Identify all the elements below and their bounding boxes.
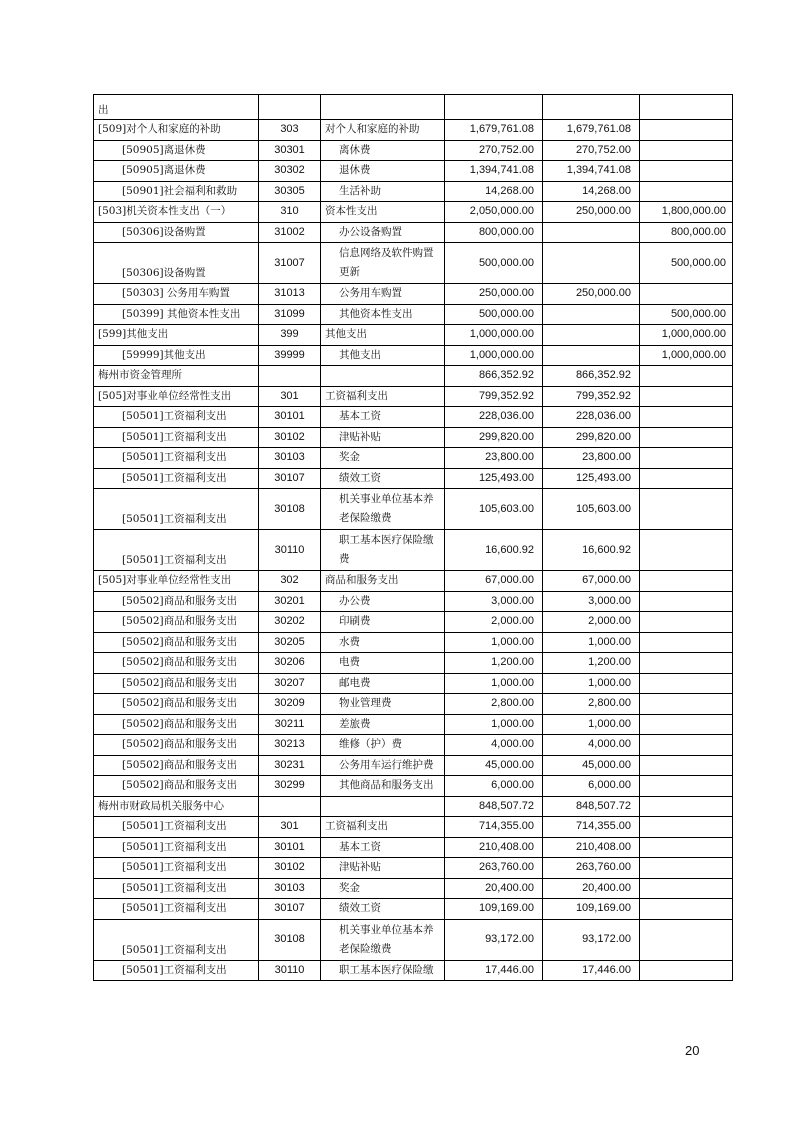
econ-name-cell: 其他商品和服务支出 bbox=[321, 776, 445, 797]
budget-category-cell: [50501]工资福利支出 bbox=[94, 817, 259, 838]
econ-name-cell: 对个人和家庭的补助 bbox=[321, 120, 445, 141]
budget-category-cell: [50306]设备购置 bbox=[94, 222, 259, 243]
basic-expense-cell: 250,000.00 bbox=[543, 284, 640, 305]
project-expense-cell bbox=[640, 468, 733, 489]
budget-category-cell: 梅州市资金管理所 bbox=[94, 366, 259, 387]
econ-name-cell: 公务用车运行维护费 bbox=[321, 755, 445, 776]
total-amount-cell: 1,000,000.00 bbox=[445, 325, 543, 346]
econ-code-cell: 30102 bbox=[259, 427, 321, 448]
econ-name-cell: 物业管理费 bbox=[321, 694, 445, 715]
total-amount-cell: 67,000.00 bbox=[445, 571, 543, 592]
project-expense-cell bbox=[640, 919, 733, 960]
project-expense-cell bbox=[640, 489, 733, 530]
basic-expense-cell: 2,800.00 bbox=[543, 694, 640, 715]
econ-name-cell: 水费 bbox=[321, 632, 445, 653]
econ-code-cell: 30302 bbox=[259, 161, 321, 182]
econ-code-cell: 310 bbox=[259, 202, 321, 223]
econ-code-cell: 30108 bbox=[259, 489, 321, 530]
basic-expense-cell: 23,800.00 bbox=[543, 448, 640, 469]
econ-code-cell: 30205 bbox=[259, 632, 321, 653]
total-amount-cell: 109,169.00 bbox=[445, 899, 543, 920]
econ-code-cell: 30110 bbox=[259, 960, 321, 981]
basic-expense-cell: 93,172.00 bbox=[543, 919, 640, 960]
project-expense-cell: 1,000,000.00 bbox=[640, 345, 733, 366]
econ-code-cell: 30211 bbox=[259, 714, 321, 735]
total-amount-cell: 210,408.00 bbox=[445, 837, 543, 858]
econ-name-cell bbox=[321, 796, 445, 817]
budget-category-cell: [50502]商品和服务支出 bbox=[94, 694, 259, 715]
project-expense-cell bbox=[640, 161, 733, 182]
total-amount-cell: 17,446.00 bbox=[445, 960, 543, 981]
project-expense-cell bbox=[640, 776, 733, 797]
basic-expense-cell: 16,600.92 bbox=[543, 530, 640, 571]
econ-name-cell: 职工基本医疗保险缴费 bbox=[321, 530, 445, 571]
budget-category-cell: [50501]工资福利支出 bbox=[94, 960, 259, 981]
econ-name-cell: 其他支出 bbox=[321, 325, 445, 346]
budget-category-cell: [50502]商品和服务支出 bbox=[94, 735, 259, 756]
project-expense-cell bbox=[640, 878, 733, 899]
econ-code-cell: 30107 bbox=[259, 468, 321, 489]
econ-code-cell: 30231 bbox=[259, 755, 321, 776]
table-row bbox=[94, 222, 733, 243]
project-expense-cell bbox=[640, 694, 733, 715]
budget-category-cell: [503]机关资本性支出（一） bbox=[94, 202, 259, 223]
table-row bbox=[94, 304, 733, 325]
budget-category-cell: [505]对事业单位经常性支出 bbox=[94, 386, 259, 407]
table-row bbox=[94, 960, 733, 981]
total-amount-cell: 263,760.00 bbox=[445, 858, 543, 879]
project-expense-cell bbox=[640, 899, 733, 920]
budget-expenditure-table bbox=[93, 94, 733, 981]
budget-category-cell: [50502]商品和服务支出 bbox=[94, 591, 259, 612]
budget-category-cell: [50502]商品和服务支出 bbox=[94, 714, 259, 735]
econ-name-cell: 办公设备购置 bbox=[321, 222, 445, 243]
budget-category-cell: [50501]工资福利支出 bbox=[94, 427, 259, 448]
project-expense-cell bbox=[640, 858, 733, 879]
table-row bbox=[94, 899, 733, 920]
econ-name-cell: 基本工资 bbox=[321, 837, 445, 858]
econ-name-cell: 机关事业单位基本养老保险缴费 bbox=[321, 919, 445, 960]
basic-expense-cell: 1,679,761.08 bbox=[543, 120, 640, 141]
basic-expense-cell: 1,000.00 bbox=[543, 632, 640, 653]
basic-expense-cell: 270,752.00 bbox=[543, 140, 640, 161]
total-amount-cell: 500,000.00 bbox=[445, 304, 543, 325]
total-amount-cell: 3,000.00 bbox=[445, 591, 543, 612]
project-expense-cell bbox=[640, 427, 733, 448]
table-row bbox=[94, 489, 733, 530]
econ-name-cell: 商品和服务支出 bbox=[321, 571, 445, 592]
budget-category-cell: [50501]工资福利支出 bbox=[94, 407, 259, 428]
project-expense-cell: 500,000.00 bbox=[640, 304, 733, 325]
total-amount-cell: 125,493.00 bbox=[445, 468, 543, 489]
basic-expense-cell: 125,493.00 bbox=[543, 468, 640, 489]
econ-name-cell: 退休费 bbox=[321, 161, 445, 182]
total-amount-cell: 2,000.00 bbox=[445, 612, 543, 633]
basic-expense-cell: 1,000.00 bbox=[543, 673, 640, 694]
project-expense-cell bbox=[640, 386, 733, 407]
econ-name-cell: 印刷费 bbox=[321, 612, 445, 633]
table-row bbox=[94, 612, 733, 633]
econ-name-cell: 公务用车购置 bbox=[321, 284, 445, 305]
basic-expense-cell: 263,760.00 bbox=[543, 858, 640, 879]
budget-category-cell: [50501]工资福利支出 bbox=[94, 837, 259, 858]
econ-name-cell: 信息网络及软件购置更新 bbox=[321, 243, 445, 284]
basic-expense-cell: 45,000.00 bbox=[543, 755, 640, 776]
table-row bbox=[94, 755, 733, 776]
basic-expense-cell: 714,355.00 bbox=[543, 817, 640, 838]
econ-code-cell: 30110 bbox=[259, 530, 321, 571]
econ-code-cell: 31013 bbox=[259, 284, 321, 305]
table-row bbox=[94, 878, 733, 899]
basic-expense-cell: 67,000.00 bbox=[543, 571, 640, 592]
project-expense-cell bbox=[640, 181, 733, 202]
total-amount-cell: 1,000.00 bbox=[445, 632, 543, 653]
econ-code-cell: 30301 bbox=[259, 140, 321, 161]
project-expense-cell: 500,000.00 bbox=[640, 243, 733, 284]
table-row bbox=[94, 571, 733, 592]
econ-name-cell: 绩效工资 bbox=[321, 468, 445, 489]
econ-code-cell: 39999 bbox=[259, 345, 321, 366]
econ-name-cell: 邮电费 bbox=[321, 673, 445, 694]
econ-code-cell bbox=[259, 366, 321, 387]
basic-expense-cell bbox=[543, 345, 640, 366]
table-row bbox=[94, 284, 733, 305]
total-amount-cell: 6,000.00 bbox=[445, 776, 543, 797]
table-row bbox=[94, 694, 733, 715]
project-expense-cell bbox=[640, 735, 733, 756]
econ-code-cell: 31099 bbox=[259, 304, 321, 325]
econ-name-cell: 津贴补贴 bbox=[321, 858, 445, 879]
total-amount-cell: 1,000,000.00 bbox=[445, 345, 543, 366]
budget-category-cell: [505]对事业单位经常性支出 bbox=[94, 571, 259, 592]
table-row bbox=[94, 837, 733, 858]
econ-name-cell bbox=[321, 95, 445, 120]
total-amount-cell: 500,000.00 bbox=[445, 243, 543, 284]
econ-code-cell: 30202 bbox=[259, 612, 321, 633]
econ-code-cell: 303 bbox=[259, 120, 321, 141]
basic-expense-cell: 228,036.00 bbox=[543, 407, 640, 428]
table-row bbox=[94, 243, 733, 284]
project-expense-cell bbox=[640, 653, 733, 674]
total-amount-cell: 1,000.00 bbox=[445, 714, 543, 735]
project-expense-cell bbox=[640, 448, 733, 469]
budget-category-cell: [50905]离退休费 bbox=[94, 140, 259, 161]
total-amount-cell: 2,800.00 bbox=[445, 694, 543, 715]
econ-name-cell bbox=[321, 366, 445, 387]
basic-expense-cell bbox=[543, 222, 640, 243]
econ-name-cell: 职工基本医疗保险缴 bbox=[321, 960, 445, 981]
table-row bbox=[94, 735, 733, 756]
econ-name-cell: 奖金 bbox=[321, 878, 445, 899]
table-row bbox=[94, 120, 733, 141]
table-body bbox=[94, 95, 733, 981]
econ-name-cell: 津贴补贴 bbox=[321, 427, 445, 448]
project-expense-cell bbox=[640, 140, 733, 161]
basic-expense-cell bbox=[543, 304, 640, 325]
total-amount-cell: 299,820.00 bbox=[445, 427, 543, 448]
econ-code-cell: 302 bbox=[259, 571, 321, 592]
table-row bbox=[94, 530, 733, 571]
project-expense-cell: 1,000,000.00 bbox=[640, 325, 733, 346]
econ-code-cell: 301 bbox=[259, 817, 321, 838]
econ-code-cell: 30102 bbox=[259, 858, 321, 879]
budget-table-container bbox=[93, 94, 733, 981]
econ-code-cell: 30206 bbox=[259, 653, 321, 674]
budget-category-cell: [50501]工资福利支出 bbox=[94, 448, 259, 469]
table-row bbox=[94, 345, 733, 366]
total-amount-cell: 2,050,000.00 bbox=[445, 202, 543, 223]
econ-name-cell: 其他支出 bbox=[321, 345, 445, 366]
econ-code-cell: 30101 bbox=[259, 837, 321, 858]
budget-category-cell: [50399] 其他资本性支出 bbox=[94, 304, 259, 325]
econ-name-cell: 其他资本性支出 bbox=[321, 304, 445, 325]
project-expense-cell bbox=[640, 837, 733, 858]
budget-category-cell: [50303] 公务用车购置 bbox=[94, 284, 259, 305]
basic-expense-cell: 1,200.00 bbox=[543, 653, 640, 674]
table-row bbox=[94, 858, 733, 879]
basic-expense-cell: 20,400.00 bbox=[543, 878, 640, 899]
table-row bbox=[94, 366, 733, 387]
total-amount-cell: 714,355.00 bbox=[445, 817, 543, 838]
project-expense-cell bbox=[640, 571, 733, 592]
econ-code-cell: 30207 bbox=[259, 673, 321, 694]
table-row bbox=[94, 95, 733, 120]
table-row bbox=[94, 448, 733, 469]
total-amount-cell: 866,352.92 bbox=[445, 366, 543, 387]
total-amount-cell: 16,600.92 bbox=[445, 530, 543, 571]
basic-expense-cell: 210,408.00 bbox=[543, 837, 640, 858]
basic-expense-cell: 2,000.00 bbox=[543, 612, 640, 633]
econ-code-cell bbox=[259, 796, 321, 817]
total-amount-cell: 799,352.92 bbox=[445, 386, 543, 407]
basic-expense-cell: 4,000.00 bbox=[543, 735, 640, 756]
econ-code-cell: 31007 bbox=[259, 243, 321, 284]
table-row bbox=[94, 776, 733, 797]
table-row bbox=[94, 632, 733, 653]
budget-category-cell: [50501]工资福利支出 bbox=[94, 899, 259, 920]
table-row bbox=[94, 427, 733, 448]
project-expense-cell bbox=[640, 284, 733, 305]
budget-category-cell: [50501]工资福利支出 bbox=[94, 919, 259, 960]
table-row bbox=[94, 161, 733, 182]
table-row bbox=[94, 181, 733, 202]
basic-expense-cell: 109,169.00 bbox=[543, 899, 640, 920]
budget-category-cell: [50501]工资福利支出 bbox=[94, 858, 259, 879]
table-row bbox=[94, 468, 733, 489]
econ-name-cell: 差旅费 bbox=[321, 714, 445, 735]
econ-name-cell: 生活补助 bbox=[321, 181, 445, 202]
econ-code-cell: 30107 bbox=[259, 899, 321, 920]
budget-category-cell: [50901]社会福利和救助 bbox=[94, 181, 259, 202]
project-expense-cell: 1,800,000.00 bbox=[640, 202, 733, 223]
econ-code-cell: 30103 bbox=[259, 448, 321, 469]
econ-name-cell: 机关事业单位基本养老保险缴费 bbox=[321, 489, 445, 530]
budget-category-cell: [599]其他支出 bbox=[94, 325, 259, 346]
econ-code-cell: 30103 bbox=[259, 878, 321, 899]
table-row bbox=[94, 919, 733, 960]
budget-category-cell: [50502]商品和服务支出 bbox=[94, 755, 259, 776]
total-amount-cell: 1,000.00 bbox=[445, 673, 543, 694]
basic-expense-cell: 1,000.00 bbox=[543, 714, 640, 735]
budget-category-cell: [50502]商品和服务支出 bbox=[94, 776, 259, 797]
econ-code-cell: 30299 bbox=[259, 776, 321, 797]
project-expense-cell bbox=[640, 530, 733, 571]
basic-expense-cell: 6,000.00 bbox=[543, 776, 640, 797]
total-amount-cell: 105,603.00 bbox=[445, 489, 543, 530]
table-row bbox=[94, 386, 733, 407]
table-row bbox=[94, 202, 733, 223]
budget-category-cell: [50502]商品和服务支出 bbox=[94, 612, 259, 633]
total-amount-cell: 848,507.72 bbox=[445, 796, 543, 817]
total-amount-cell: 93,172.00 bbox=[445, 919, 543, 960]
total-amount-cell: 800,000.00 bbox=[445, 222, 543, 243]
basic-expense-cell: 3,000.00 bbox=[543, 591, 640, 612]
basic-expense-cell: 866,352.92 bbox=[543, 366, 640, 387]
total-amount-cell: 228,036.00 bbox=[445, 407, 543, 428]
project-expense-cell bbox=[640, 612, 733, 633]
econ-code-cell: 30305 bbox=[259, 181, 321, 202]
project-expense-cell: 800,000.00 bbox=[640, 222, 733, 243]
page-number: 20 bbox=[685, 1043, 700, 1058]
total-amount-cell: 250,000.00 bbox=[445, 284, 543, 305]
project-expense-cell bbox=[640, 632, 733, 653]
table-row bbox=[94, 673, 733, 694]
total-amount-cell: 270,752.00 bbox=[445, 140, 543, 161]
table-row bbox=[94, 407, 733, 428]
econ-name-cell: 工资福利支出 bbox=[321, 386, 445, 407]
project-expense-cell bbox=[640, 407, 733, 428]
econ-name-cell: 电费 bbox=[321, 653, 445, 674]
basic-expense-cell bbox=[543, 95, 640, 120]
budget-category-cell: [50306]设备购置 bbox=[94, 243, 259, 284]
basic-expense-cell: 14,268.00 bbox=[543, 181, 640, 202]
budget-category-cell: [50502]商品和服务支出 bbox=[94, 673, 259, 694]
budget-category-cell: [50501]工资福利支出 bbox=[94, 468, 259, 489]
basic-expense-cell bbox=[543, 325, 640, 346]
budget-category-cell: [50502]商品和服务支出 bbox=[94, 653, 259, 674]
econ-name-cell: 维修（护）费 bbox=[321, 735, 445, 756]
total-amount-cell bbox=[445, 95, 543, 120]
project-expense-cell bbox=[640, 120, 733, 141]
basic-expense-cell: 299,820.00 bbox=[543, 427, 640, 448]
total-amount-cell: 4,000.00 bbox=[445, 735, 543, 756]
table-row bbox=[94, 714, 733, 735]
total-amount-cell: 14,268.00 bbox=[445, 181, 543, 202]
econ-name-cell: 办公费 bbox=[321, 591, 445, 612]
econ-code-cell: 30209 bbox=[259, 694, 321, 715]
econ-code-cell: 399 bbox=[259, 325, 321, 346]
project-expense-cell bbox=[640, 714, 733, 735]
econ-code-cell: 301 bbox=[259, 386, 321, 407]
basic-expense-cell: 799,352.92 bbox=[543, 386, 640, 407]
project-expense-cell bbox=[640, 755, 733, 776]
basic-expense-cell: 250,000.00 bbox=[543, 202, 640, 223]
basic-expense-cell bbox=[543, 243, 640, 284]
total-amount-cell: 45,000.00 bbox=[445, 755, 543, 776]
budget-category-cell: [509]对个人和家庭的补助 bbox=[94, 120, 259, 141]
total-amount-cell: 20,400.00 bbox=[445, 878, 543, 899]
basic-expense-cell: 17,446.00 bbox=[543, 960, 640, 981]
econ-code-cell: 30201 bbox=[259, 591, 321, 612]
total-amount-cell: 1,200.00 bbox=[445, 653, 543, 674]
budget-category-cell: [59999]其他支出 bbox=[94, 345, 259, 366]
project-expense-cell bbox=[640, 673, 733, 694]
project-expense-cell bbox=[640, 591, 733, 612]
table-row bbox=[94, 591, 733, 612]
project-expense-cell bbox=[640, 95, 733, 120]
budget-category-cell: [50501]工资福利支出 bbox=[94, 489, 259, 530]
budget-category-cell: [50905]离退休费 bbox=[94, 161, 259, 182]
econ-code-cell: 30101 bbox=[259, 407, 321, 428]
basic-expense-cell: 848,507.72 bbox=[543, 796, 640, 817]
total-amount-cell: 1,679,761.08 bbox=[445, 120, 543, 141]
total-amount-cell: 1,394,741.08 bbox=[445, 161, 543, 182]
project-expense-cell bbox=[640, 366, 733, 387]
budget-category-cell: 梅州市财政局机关服务中心 bbox=[94, 796, 259, 817]
basic-expense-cell: 1,394,741.08 bbox=[543, 161, 640, 182]
econ-name-cell: 工资福利支出 bbox=[321, 817, 445, 838]
econ-code-cell: 30108 bbox=[259, 919, 321, 960]
budget-category-cell: [50501]工资福利支出 bbox=[94, 878, 259, 899]
econ-name-cell: 奖金 bbox=[321, 448, 445, 469]
econ-name-cell: 资本性支出 bbox=[321, 202, 445, 223]
econ-name-cell: 离休费 bbox=[321, 140, 445, 161]
econ-code-cell: 30213 bbox=[259, 735, 321, 756]
table-row bbox=[94, 817, 733, 838]
table-row bbox=[94, 796, 733, 817]
table-row bbox=[94, 140, 733, 161]
table-row bbox=[94, 325, 733, 346]
econ-code-cell: 31002 bbox=[259, 222, 321, 243]
project-expense-cell bbox=[640, 817, 733, 838]
econ-code-cell bbox=[259, 95, 321, 120]
basic-expense-cell: 105,603.00 bbox=[543, 489, 640, 530]
budget-category-cell: [50501]工资福利支出 bbox=[94, 530, 259, 571]
project-expense-cell bbox=[640, 960, 733, 981]
econ-name-cell: 绩效工资 bbox=[321, 899, 445, 920]
total-amount-cell: 23,800.00 bbox=[445, 448, 543, 469]
budget-category-cell: 出 bbox=[94, 95, 259, 120]
econ-name-cell: 基本工资 bbox=[321, 407, 445, 428]
table-row bbox=[94, 653, 733, 674]
budget-category-cell: [50502]商品和服务支出 bbox=[94, 632, 259, 653]
project-expense-cell bbox=[640, 796, 733, 817]
